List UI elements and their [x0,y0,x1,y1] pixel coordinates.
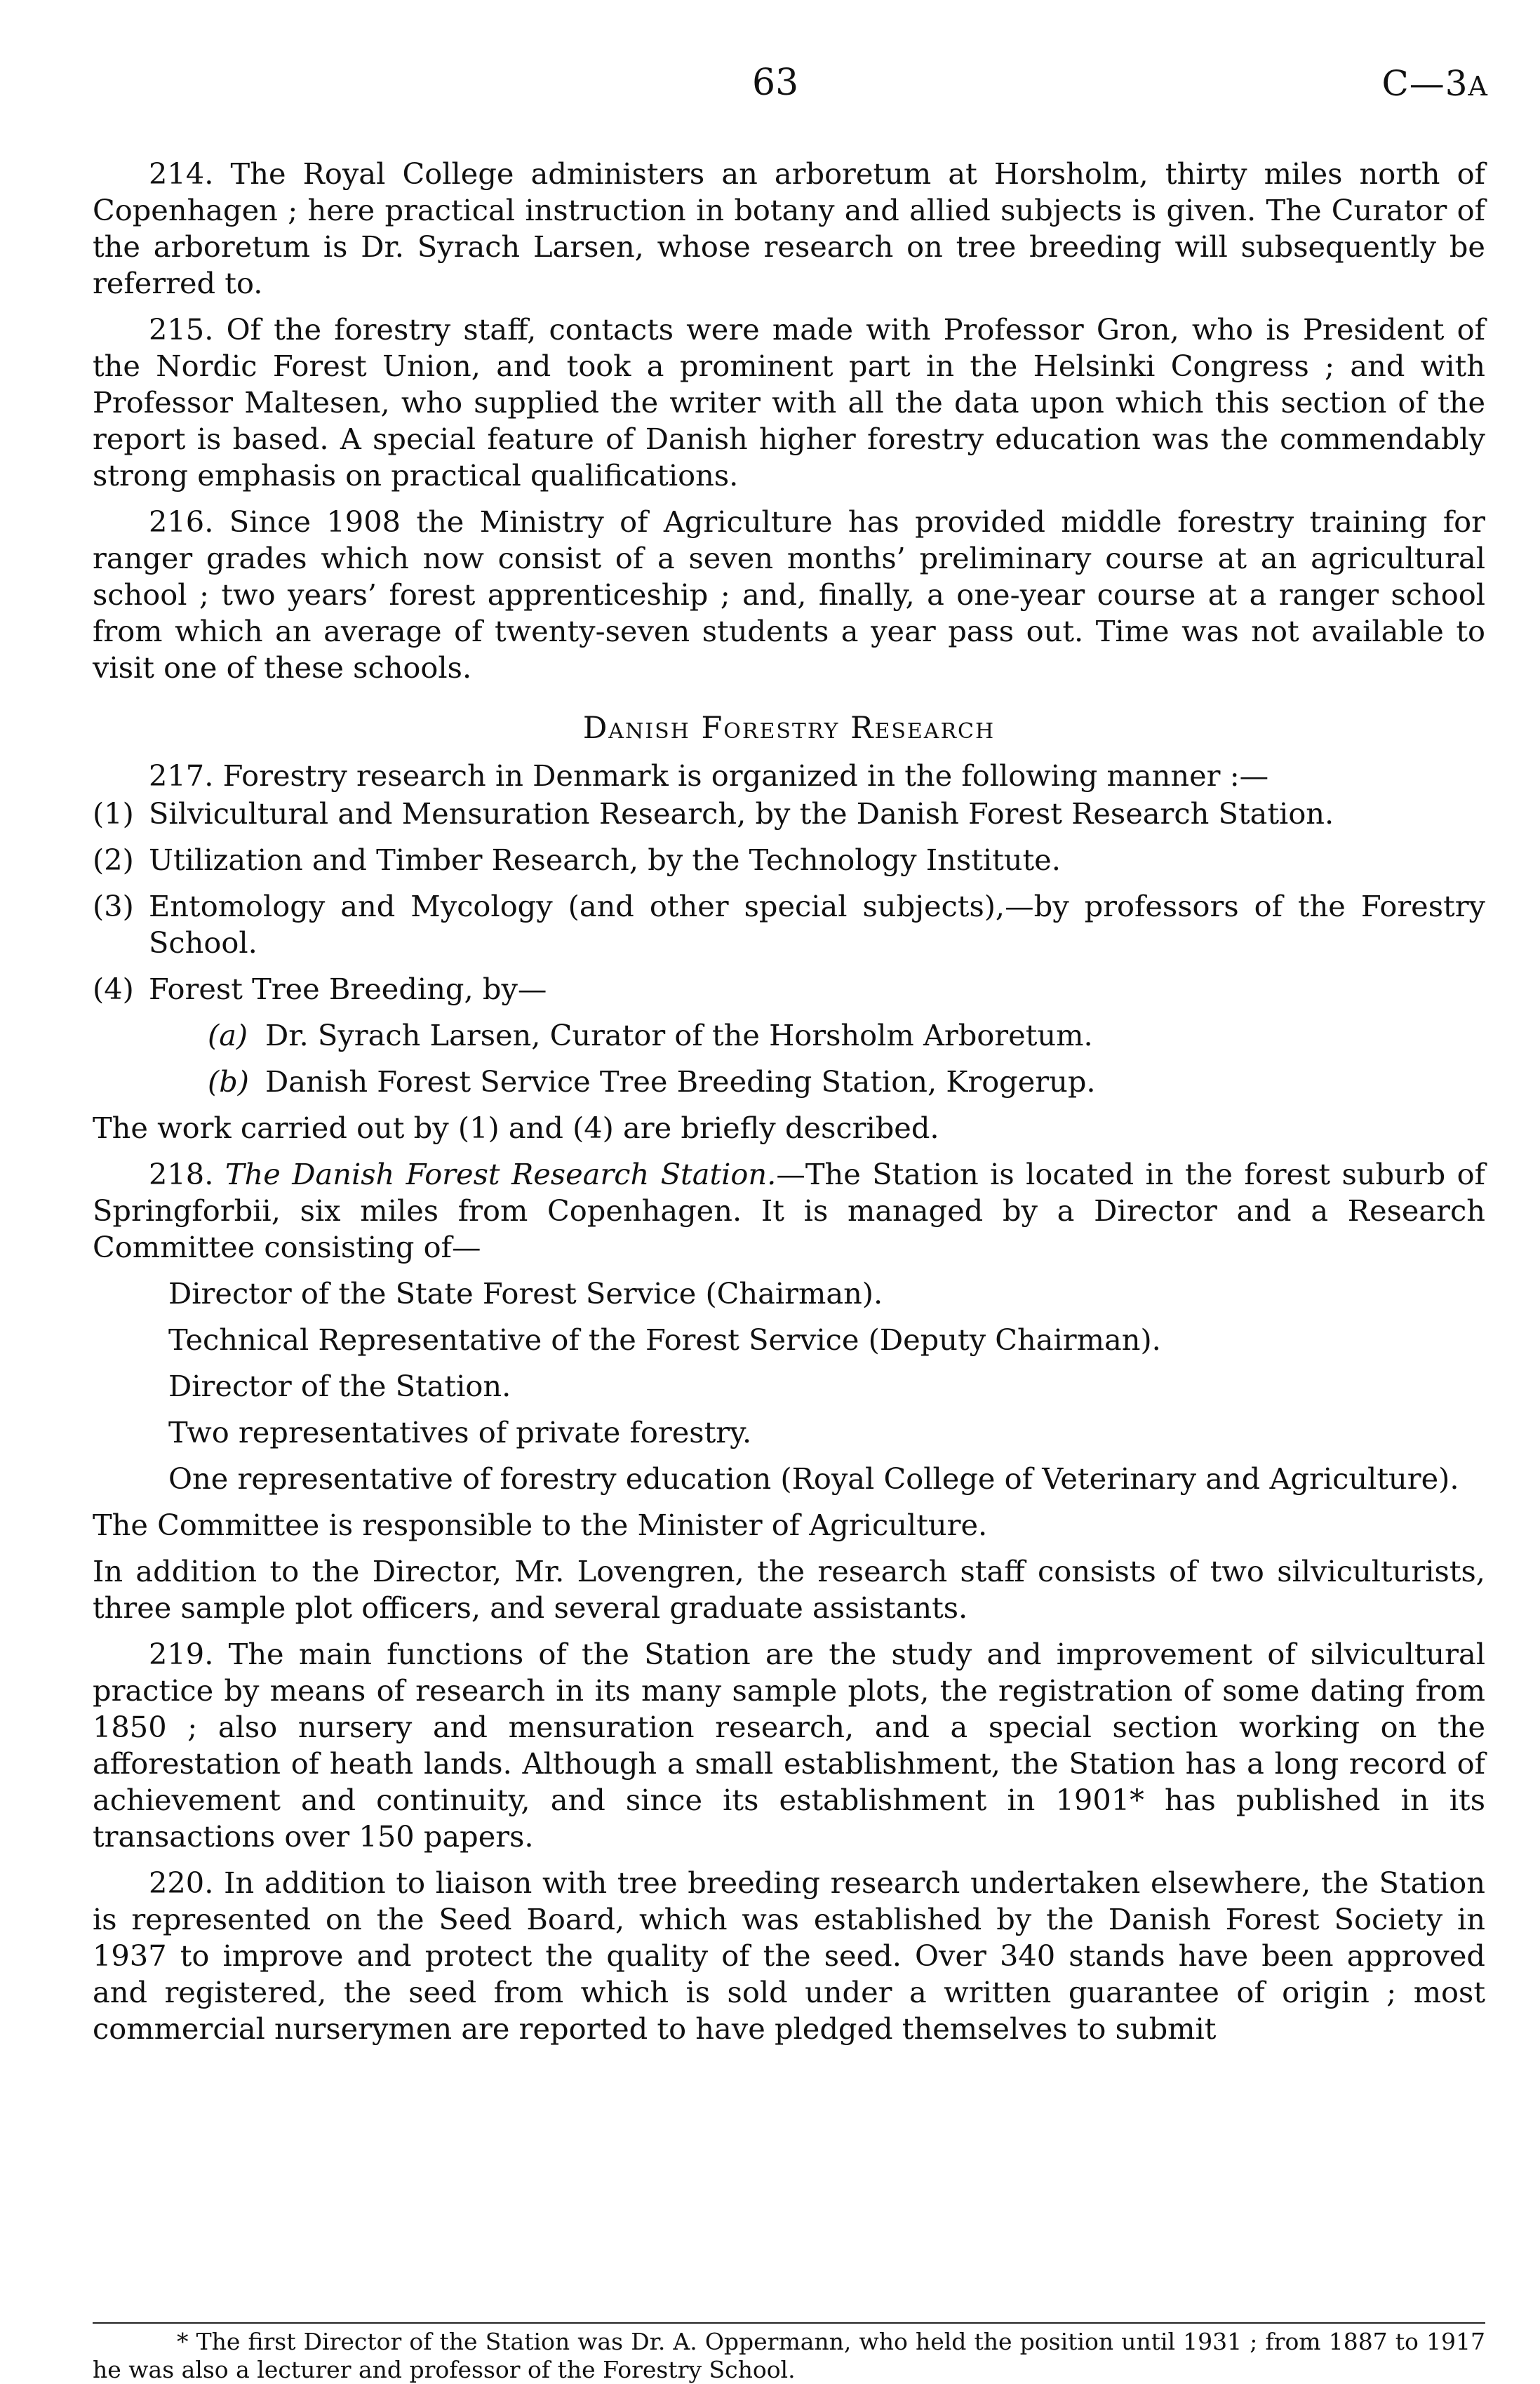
committee-member: Technical Representative of the Forest Service (Deputy Chairman). [168,1322,1161,1357]
section-heading: Danish Forestry Research [582,711,996,746]
paragraph-217-intro: 217. Forestry research in Denmark is organized in the following manner :— [149,758,1269,793]
committee-member: Director of the Station. [168,1369,511,1403]
paragraph-218-title: The Danish Forest Research Station. [225,1157,777,1191]
sub-list-item-letter: (b) [208,1064,249,1099]
body-text [93,156,1485,2057]
list-item-number: (3) [93,889,134,923]
list-item-text: Forest Tree Breeding, by— [149,972,547,1006]
paragraph-218-text: —The Station is located in the forest suburb of Springforbii, six miles from Copenhagen. It is managed by a Director and a Research Committee consisting of— [93,1157,1485,1264]
list-item-text: Silvicultural and Mensuration Research, by the Danish Forest Research Station. [149,796,1334,831]
committee-member: Director of the State Forest Service (Chairman). [168,1276,883,1311]
sub-list-item [93,1064,1485,1100]
list-item [93,842,1485,878]
sub-list-item-text: Danish Forest Service Tree Breeding Station, Krogerup. [265,1064,1096,1099]
paragraph-218 [93,1156,1485,1266]
list-item [93,971,1485,1007]
paragraph-214: 214. The Royal College administers an arboretum at Horsholm, thirty miles north of Copenhagen ; here practical instruction in botany and allied subjects is given. The Curator of the arboretum is Dr. Syrach Larsen, whose research on tree breeding will subsequently be referred to. [93,156,1485,300]
footnote-divider [93,2322,1485,2324]
list-item-number: (1) [93,796,134,831]
paragraph-217-closing: The work carried out by (1) and (4) are briefly described. [93,1111,939,1145]
list-item-number: (2) [93,843,134,877]
paragraph-216: 216. Since 1908 the Ministry of Agriculture has provided middle forestry training for ranger grades which now consist of a seven months’ preliminary course at an agricultural school ; two years’ forest apprenticeship ; and, finally, a one-year course at a ranger school from which an average of twenty-seven students a year pass out. Time was not available to visit one of these schools. [93,504,1485,685]
committee-member: Two representatives of private forestry. [168,1415,752,1449]
footnote: * The first Director of the Station was Dr. A. Oppermann, who held the position until 1931 ; from 1887 to 1917 he was also a lecturer and professor of the Forestry School. [93,2328,1485,2383]
page-number: 63 [752,62,799,104]
list-item-text: Entomology and Mycology (and other special subjects),—by professors of the Forestry School. [149,889,1485,960]
list-item-text: Utilization and Timber Research, by the Technology Institute. [149,843,1061,877]
staff-statement: In addition to the Director, Mr. Lovengren, the research staff consists of two silviculturists, three sample plot officers, and several graduate assistants. [93,1554,1485,1625]
committee-statement: The Committee is responsible to the Minister of Agriculture. [93,1508,988,1542]
sub-list-item-letter: (a) [208,1018,248,1052]
list-item-number: (4) [93,972,134,1006]
paragraph-219: 219. The main functions of the Station are the study and improvement of silvicultural practice by means of research in its many sample plots, the registration of some dating from 1850 ; also nursery and mensuration research, and a special section working on the afforestation of heath lands. Although a small establishment, the Station has a long record of achievement and continuity, and since its establishment in 1901* has published in its transactions over 150 papers. [93,1637,1485,1854]
sub-list-item-text: Dr. Syrach Larsen, Curator of the Horsholm Arboretum. [265,1018,1093,1052]
document-code [1381,63,1488,104]
committee-member: One representative of forestry education (Royal College of Veterinary and Agriculture). [168,1461,1459,1496]
committee-members [93,1275,1485,1497]
paragraph-215: 215. Of the forestry staff, contacts were made with Professor Gron, who is President of the Nordic Forest Union, and took a prominent part in the Helsinki Congress ; and with Professor Maltesen, who supplied the writer with all the data upon which this section of the report is based. A special feature of Danish higher forestry education was the commendably strong emphasis on practical qualifications. [93,312,1485,493]
list-item [93,888,1485,961]
research-list [93,796,1485,1100]
paragraph-220: 220. In addition to liaison with tree breeding research undertaken elsewhere, the Station is represented on the Seed Board, which was established by the Danish Forest Society in 1937 to improve and protect the quality of the seed. Over 340 stands have been approved and registered, the seed from which is sold under a written guarantee of origin ; most commercial nurserymen are reported to have pledged themselves to submit [93,1866,1485,2046]
document-code-main: C—3 [1381,63,1468,104]
sub-list-item [93,1017,1485,1054]
list-item [93,796,1485,832]
paragraph-218-number: 218. [149,1157,214,1191]
document-code-sub: A [1468,71,1488,102]
